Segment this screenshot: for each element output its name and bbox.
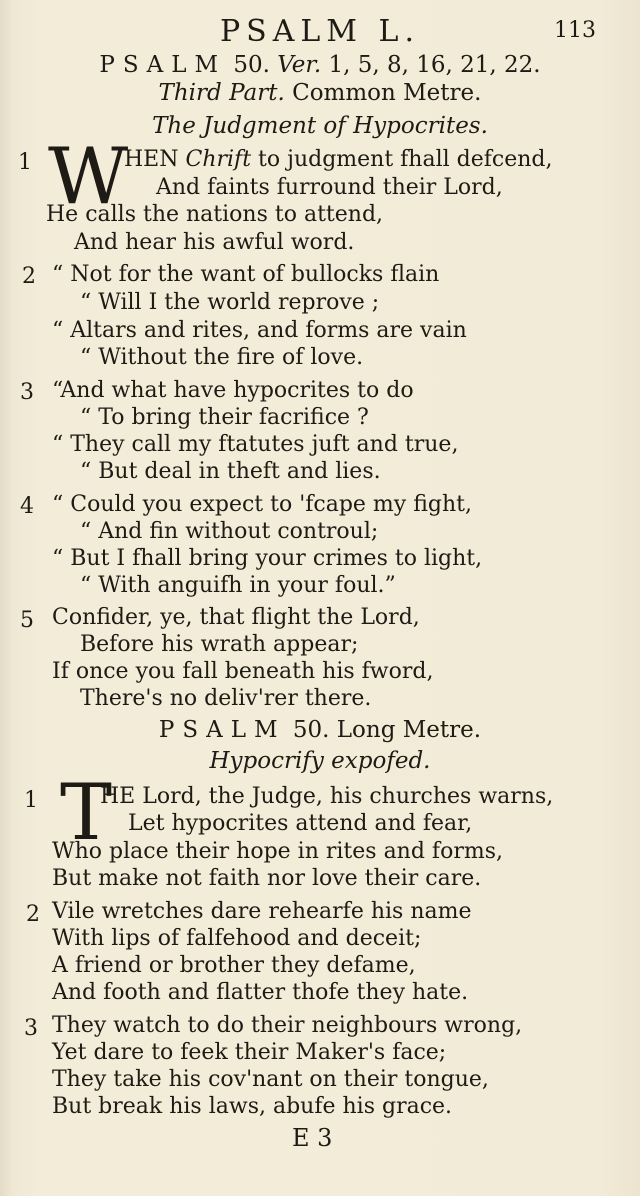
verse-line-lead: HEN (124, 147, 179, 172)
verse-line: And faints furround their Lord, (156, 175, 503, 200)
verse-line: “And what have hypocrites to do (52, 378, 414, 403)
stanza-number: 3 (20, 380, 34, 405)
section1-heading-number: 50. (233, 52, 270, 78)
drop-cap: W (48, 132, 129, 222)
verse-line: They take his cov'nant on their tongue, (52, 1067, 489, 1092)
stanza-number: 2 (22, 264, 36, 289)
section2-heading-rest: 50. Long Metre. (292, 717, 482, 743)
running-head: PSALM L. (219, 14, 421, 49)
verse-line: “ Will I the world reprove ; (80, 290, 380, 315)
verse-line: Let hypocrites attend and fear, (128, 811, 473, 836)
verse-line: “ And fin without controul; (80, 519, 379, 544)
section1-part (0, 80, 640, 106)
verse-line: “ They call my ftatutes juft and true, (52, 432, 459, 457)
verse-line: They watch to do their neighbours wrong, (52, 1013, 523, 1038)
verse-line: “ Not for the want of bullocks flain (52, 262, 440, 287)
verse-line: And hear his awful word. (74, 230, 355, 255)
verse-line: “ With anguifh in your foul.” (80, 573, 396, 598)
verse-line: “ Altars and rites, and forms are vain (52, 318, 467, 343)
verse-line-rest: to judgment fhall defcend, (258, 147, 553, 172)
verse-line: HE Lord, the Judge, his churches warns, (100, 784, 554, 809)
verse-line: Before his wrath appear; (80, 632, 359, 657)
verse-line: But break his laws, abufe his grace. (52, 1094, 453, 1119)
verse-line: But make not faith nor love their care. (52, 866, 482, 891)
verse-line: If once you fall beneath his fword, (52, 659, 434, 684)
stanza-number: 3 (24, 1016, 38, 1041)
stanza-number: 4 (20, 494, 34, 519)
page-number: 113 (554, 18, 596, 43)
section1-verse-list: 1, 5, 8, 16, 21, 22. (328, 52, 541, 78)
section2-heading (0, 717, 640, 743)
verse-line: Confider, ye, that flight the Lord, (52, 605, 420, 630)
verse-line: “ Without the fire of love. (80, 345, 364, 370)
signature-mark: E 3 (292, 1124, 333, 1152)
verse-line: There's no deliv'rer there. (80, 686, 372, 711)
verse-line: A friend or brother they defame, (52, 953, 416, 978)
stanza-number: 5 (20, 608, 34, 633)
verse-line-italic: Chrift (185, 147, 252, 172)
verse-line: Who place their hope in rites and forms, (52, 839, 503, 864)
verse-line: “ Could you expect to 'fcape my fight, (52, 492, 472, 517)
verse-line: “ But I fhall bring your crimes to light, (52, 546, 483, 571)
verse-line: “ To bring their facrifice ? (80, 405, 369, 430)
section1-part-metre: Common Metre. (292, 80, 482, 106)
drop-cap: T (60, 768, 113, 858)
section2-heading-word: PSALM (158, 717, 286, 743)
verse-line: “ But deal in theft and lies. (80, 459, 381, 484)
verse-line: Vile wretches dare rehearfe his name (52, 899, 472, 924)
section1-heading (0, 52, 640, 78)
section1-part-italic: Third Part. (158, 80, 285, 106)
verse-line (124, 147, 553, 172)
stanza-number: 1 (18, 150, 32, 175)
stanza-number: 2 (26, 902, 40, 927)
verse-line: And footh and flatter thofe they hate. (52, 980, 469, 1005)
verse-line: He calls the nations to attend, (46, 202, 384, 227)
section1-heading-word: PSALM (99, 52, 227, 78)
section1-subtitle: The Judgment of Hypocrites. (152, 113, 488, 139)
verse-line: Yet dare to feek their Maker's face; (52, 1040, 447, 1065)
section1-ver-label: Ver. (277, 52, 322, 78)
section2-subtitle: Hypocrify expofed. (209, 748, 431, 774)
verse-line: With lips of falfehood and deceit; (52, 926, 422, 951)
stanza-number: 1 (24, 788, 38, 813)
